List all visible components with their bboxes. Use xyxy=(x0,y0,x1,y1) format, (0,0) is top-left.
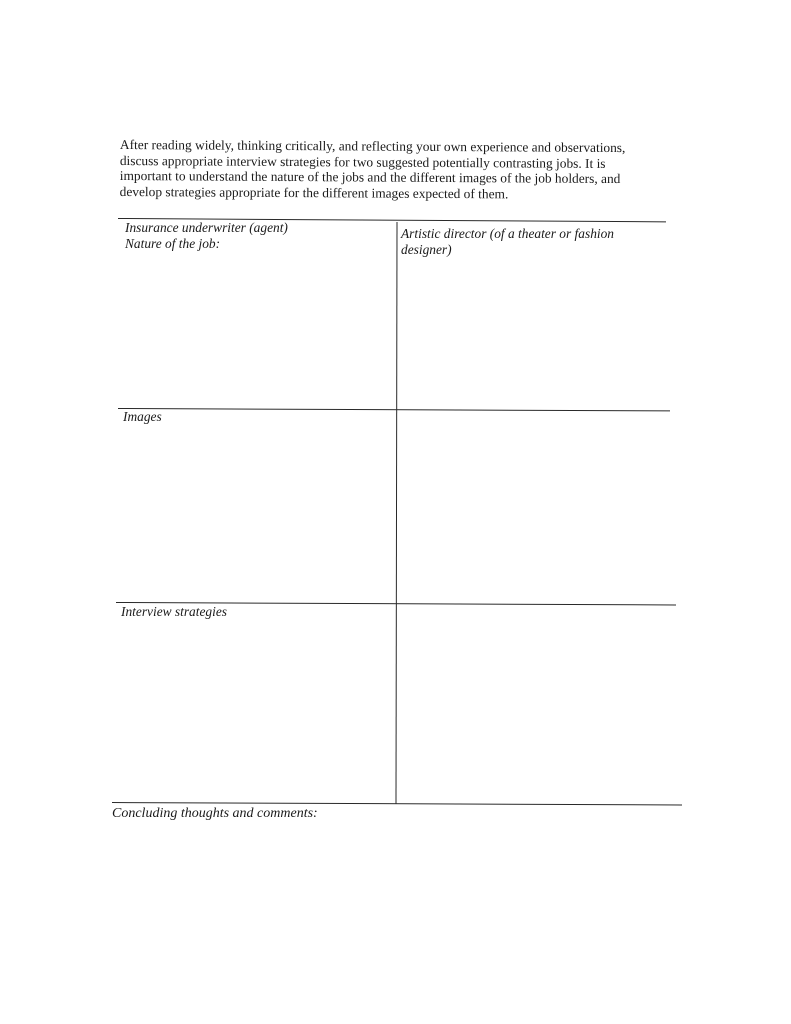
instructions-paragraph xyxy=(120,137,660,202)
images-label: Images xyxy=(123,409,162,424)
concluding-thoughts-label: Concluding thoughts and comments: xyxy=(112,806,318,821)
instructions-line: develop strategies appropriate for the different images expected of them. xyxy=(119,183,509,201)
instructions-line: discuss appropriate interview strategies for two suggested potentially contrasting jobs. It is xyxy=(119,152,606,171)
job-title-insurance-underwriter: Insurance underwriter (agent) xyxy=(125,220,288,235)
instructions-line: important to understand the nature of the jobs and the different images of the job holders, and xyxy=(119,167,621,187)
right-column-header xyxy=(401,226,614,257)
interview-strategies-label: Interview strategies xyxy=(121,604,227,619)
table-bottom-rule xyxy=(112,802,682,805)
nature-of-job-label: Nature of the job: xyxy=(125,235,221,251)
table-row-rule-1 xyxy=(118,408,670,411)
table-divider-vertical xyxy=(395,222,397,804)
job-title-artistic-director-cont: designer) xyxy=(401,241,452,257)
instructions-line: After reading widely, thinking critically, and reflecting your own experience and observations, xyxy=(119,137,626,156)
left-column-header xyxy=(125,220,288,251)
job-title-artistic-director: Artistic director (of a theater or fashion xyxy=(401,226,614,241)
